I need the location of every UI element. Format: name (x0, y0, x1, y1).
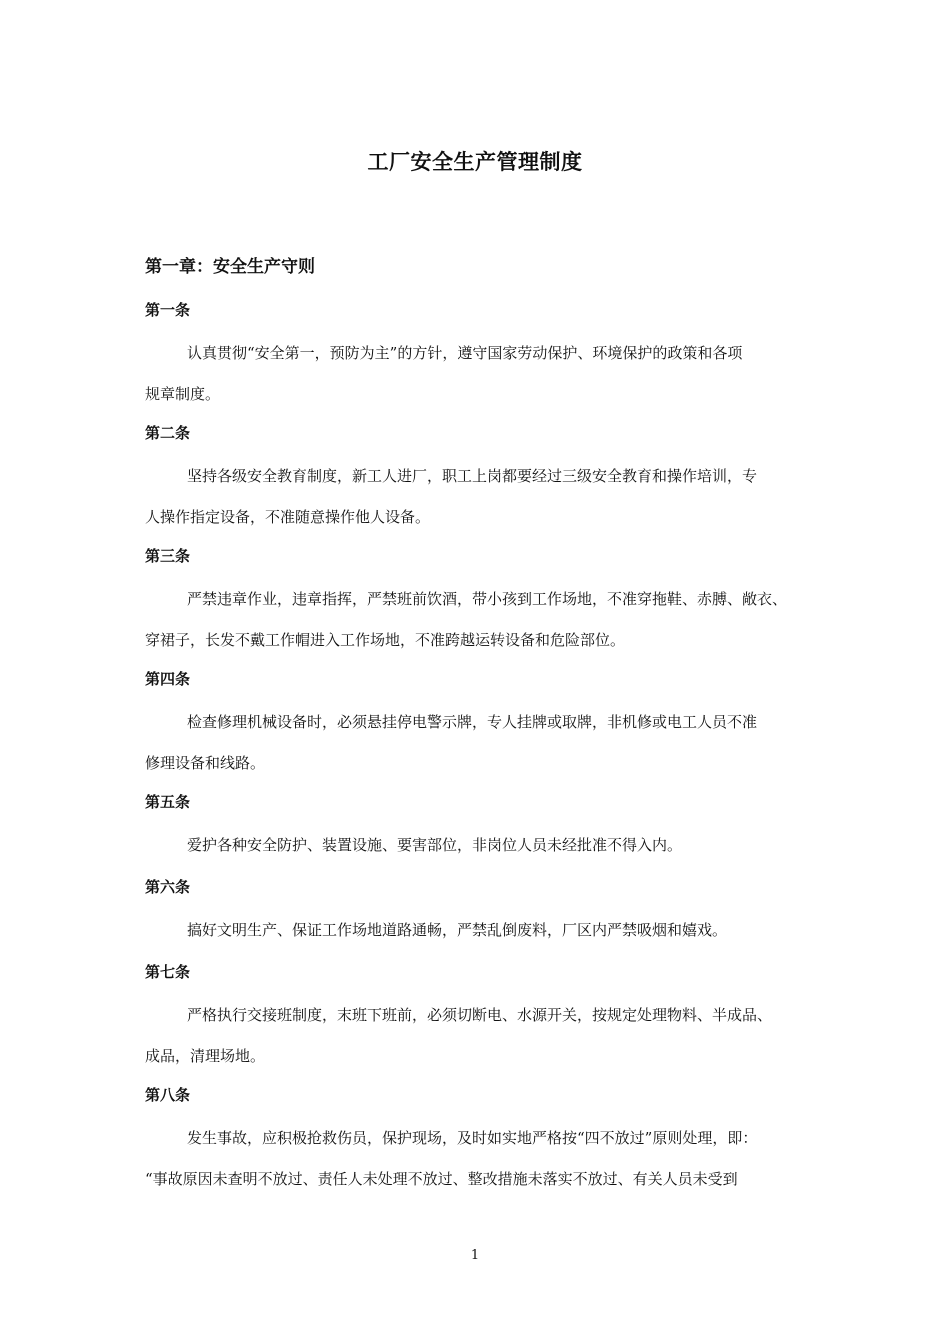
article-body-6 (145, 910, 807, 951)
article-body-8 (145, 1118, 807, 1200)
article-body-4 (145, 702, 807, 784)
article-heading-6: 第六条 (145, 878, 191, 896)
article-2-line-2: 人操作指定设备，不准随意操作他人设备。 (145, 508, 431, 526)
article-6-line-1: 搞好文明生产、保证工作场地道路通畅，严禁乱倒废料，厂区内严禁吸烟和嬉戏。 (187, 921, 728, 939)
article-2-line-1: 坚持各级安全教育制度，新工人进厂，职工上岗都要经过三级安全教育和操作培训，专 (187, 467, 758, 485)
article-5-line-1: 爱护各种安全防护、装置设施、要害部位，非岗位人员未经批准不得入内。 (187, 836, 683, 854)
article-1-line-1: 认真贯彻“安全第一，预防为主”的方针，遵守国家劳动保护、环境保护的政策和各项 (187, 344, 743, 362)
article-body-2 (145, 456, 807, 538)
article-heading-5: 第五条 (145, 793, 191, 811)
article-body-1 (145, 333, 807, 415)
article-heading-7: 第七条 (145, 963, 191, 981)
article-7-line-2: 成品，清理场地。 (145, 1047, 266, 1065)
article-1-line-2: 规章制度。 (145, 385, 221, 403)
article-7-line-1: 严格执行交接班制度，末班下班前，必须切断电、水源开关，按规定处理物料、半成品、 (187, 1006, 773, 1024)
article-8-line-2: “事故原因未查明不放过、责任人未处理不放过、整改措施未落实不放过、有关人员未受到 (145, 1170, 738, 1188)
article-heading-1: 第一条 (145, 301, 191, 319)
article-body-5 (145, 825, 807, 866)
article-heading-2: 第二条 (145, 424, 191, 442)
article-4-line-1: 检查修理机械设备时，必须悬挂停电警示牌，专人挂牌或取牌，非机修或电工人员不准 (187, 713, 758, 731)
chapter-heading: 第一章：安全生产守则 (145, 257, 315, 277)
document-title: 工厂安全生产管理制度 (367, 150, 583, 174)
article-3-line-1: 严禁违章作业，违章指挥，严禁班前饮酒，带小孩到工作场地，不准穿拖鞋、赤膊、敞衣、 (187, 590, 788, 608)
article-8-line-1: 发生事故，应积极抢救伤员，保护现场，及时如实地严格按“四不放过”原则处理，即： (187, 1129, 758, 1147)
article-heading-8: 第八条 (145, 1086, 191, 1104)
article-3-line-2: 穿裙子，长发不戴工作帽进入工作场地，不准跨越运转设备和危险部位。 (145, 631, 626, 649)
article-body-7 (145, 995, 807, 1077)
article-heading-3: 第三条 (145, 547, 191, 565)
article-body-3 (145, 579, 807, 661)
article-4-line-2: 修理设备和线路。 (145, 754, 266, 772)
article-heading-4: 第四条 (145, 670, 191, 688)
page-number: 1 (470, 1248, 480, 1263)
